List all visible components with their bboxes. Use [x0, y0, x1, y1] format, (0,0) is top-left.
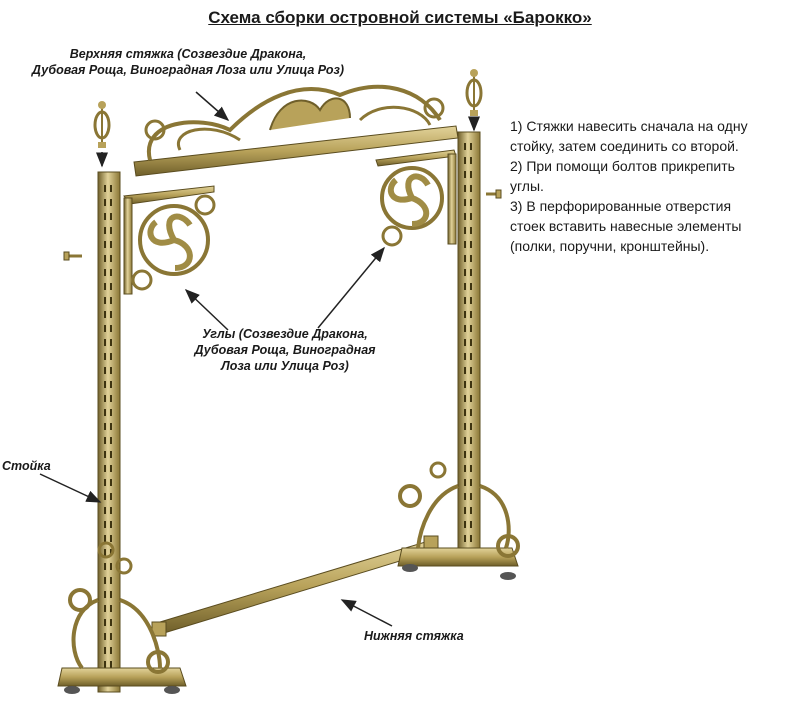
arrow-corner-left [186, 290, 228, 330]
arrow-corner-right [318, 248, 384, 328]
arrow-top-tie [196, 92, 228, 120]
bolt-right [486, 190, 501, 198]
pointer-arrows [40, 92, 392, 626]
instruction-line-1: 1) Стяжки навесить сначала на одну [510, 118, 748, 134]
left-finial [95, 101, 109, 166]
bolt-left [64, 252, 82, 260]
diagram-title: Схема сборки островной системы «Барокко» [208, 8, 592, 27]
arrow-bottom-tie [342, 600, 392, 626]
label-top-tie-line-2: Дубовая Роща, Виноградная Лоза или Улица Роз) [31, 63, 345, 77]
left-corner-bracket [124, 186, 214, 294]
top-tie [134, 87, 458, 176]
instruction-line-2: стойку, затем соединить со второй. [510, 138, 739, 154]
label-corners-line-1: Углы (Созвездие Дракона, [202, 327, 368, 341]
label-bottom-tie: Нижняя стяжка [364, 629, 464, 643]
instruction-line-3: 2) При помощи болтов прикрепить [510, 158, 735, 174]
bottom-tie-bar [152, 536, 438, 636]
arrow-post [40, 474, 100, 502]
label-corners-line-2: Дубовая Роща, Виноградная [194, 343, 376, 357]
instruction-line-4: углы. [510, 178, 544, 194]
left-post [58, 172, 186, 694]
right-finial [467, 69, 481, 130]
label-corners-line-3: Лоза или Улица Роз) [221, 359, 349, 373]
instruction-line-6: стоек вставить навесные элементы [510, 218, 742, 234]
right-corner-bracket [376, 150, 456, 245]
label-top-tie-line-1: Верхняя стяжка (Созвездие Дракона, [69, 47, 307, 61]
label-post: Стойка [2, 459, 51, 473]
instruction-line-5: 3) В перфорированные отверстия [510, 198, 732, 214]
instruction-line-7: (полки, поручни, кронштейны). [510, 238, 710, 254]
